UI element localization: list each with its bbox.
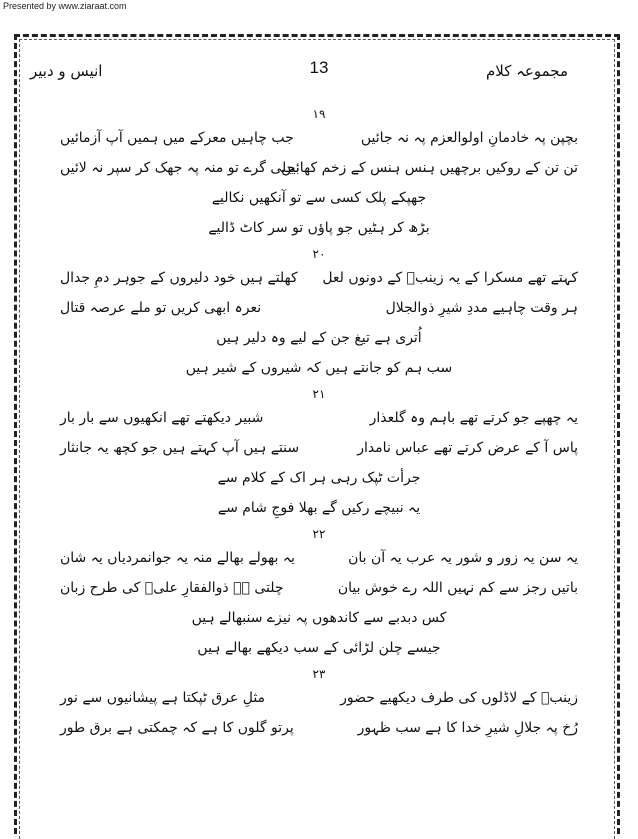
poem-content <box>60 105 578 745</box>
couplet-line: بڑھ کر ہٹیں جو پاؤں تو سر کاٹ ڈالیے <box>208 220 430 236</box>
stanza-number: ۲۳ <box>312 667 326 681</box>
verse-pair <box>60 713 578 743</box>
couplet-line: جیسے چلن لڑائی کے سب دیکھے بھالے ہیں <box>197 640 441 656</box>
couplet-line: یہ نبیچے رکیں گے بھلا فوجِ شام سے <box>217 500 421 516</box>
verse-left: کھلتے ہیں خود دلیروں کے جوہر دمِ جدال <box>60 270 298 286</box>
stanza-number: ۱۹ <box>312 107 326 121</box>
stanza-number: ۲۱ <box>312 387 326 401</box>
verse-right: ہر وقت چاہیے مددِ شیرِ ذوالجلال <box>385 300 578 316</box>
verse-pair <box>60 543 578 573</box>
presented-by-watermark: Presented by www.ziaraat.com <box>3 1 127 11</box>
verse-left: جب چاہیں معرکے میں ہمیں آپ آزمائیں <box>60 130 294 146</box>
verse-right: یہ سن یہ زور و شور یہ عرب یہ آن بان <box>348 550 578 566</box>
couplet-line: جھپکے پلک کسی سے تو آنکھیں نکالیے <box>211 190 427 206</box>
verse-pair <box>60 573 578 603</box>
stanza-21 <box>60 385 578 523</box>
verse-left: نعرہ ابھی کریں تو ملے عرصہ قتال <box>60 300 262 316</box>
couplet-line: سب ہم کو جانتے ہیں کہ شیروں کے شیر ہیں <box>185 360 453 376</box>
verse-left: پرتو گلوں کا ہے کہ چمکتی ہے برق طور <box>60 720 294 736</box>
verse-pair <box>60 433 578 463</box>
verse-pair <box>60 263 578 293</box>
stanza-number: ۲۲ <box>312 527 326 541</box>
verse-right: کہتے تھے مسکرا کے یہ زینبؑ کے دونوں لعل <box>322 270 578 286</box>
book-title: مجموعہ کلام <box>485 62 568 80</box>
verse-left: بجلی گرے تو منہ پہ جھک کر سپر نہ لائیں <box>60 160 300 176</box>
verse-pair <box>60 403 578 433</box>
verse-left: سنتے ہیں آپ کہتے ہیں جو کچھ یہ جانثار <box>60 440 300 456</box>
verse-pair <box>60 153 578 183</box>
stanza-20 <box>60 245 578 383</box>
verse-left: مثلِ عرق ٹپکتا ہے پیشانیوں سے نور <box>60 690 266 706</box>
verse-right: بچپن پہ خادمانِ اولوالعزم پہ نہ جائیں <box>360 130 578 146</box>
verse-pair <box>60 123 578 153</box>
stanza-23 <box>60 665 578 743</box>
verse-right: یہ چھپے جو کرتے تھے باہم وہ گلعذار <box>369 410 578 426</box>
page-number: 13 <box>309 58 329 77</box>
verse-left: چلتی ہے ذوالفقارِ علیؑ کی طرح زبان <box>60 580 284 596</box>
verse-left: یہ بھولے بھالے منہ یہ جوانمردیاں یہ شان <box>60 550 295 566</box>
verse-pair <box>60 293 578 323</box>
verse-right: پاس آ کے عرض کرتے تھے عباس نامدار <box>357 440 578 456</box>
verse-pair <box>60 683 578 713</box>
stanza-22 <box>60 525 578 663</box>
verse-right: رُخ پہ جلالِ شیرِ خدا کا ہے سب ظہور <box>357 720 578 736</box>
stanza-19 <box>60 105 578 243</box>
couplet-line: کس دبدبے سے کاندھوں پہ نیزے سنبھالے ہیں <box>191 610 447 626</box>
couplet-line: جرأت ٹپک رہی ہر اک کے کلام سے <box>217 470 421 486</box>
verse-right: باتیں رجز سے کم نہیں اللہ رے خوش بیان <box>337 580 578 596</box>
stanza-number: ۲۰ <box>312 247 326 261</box>
verse-right: زینبؑ کے لاڈلوں کی طرف دیکھیے حضور <box>340 690 578 706</box>
author-name: انیس و دبیر <box>30 62 103 80</box>
verse-right: تن تن کے روکیں برچھیں ہنس ہنس کے زخم کھائیں <box>280 160 578 176</box>
couplet-line: اُتری ہے تیغ جن کے لیے وہ دلیر ہیں <box>216 330 422 346</box>
verse-left: شبیر دیکھتے تھے انکھیوں سے بار بار <box>60 410 264 426</box>
